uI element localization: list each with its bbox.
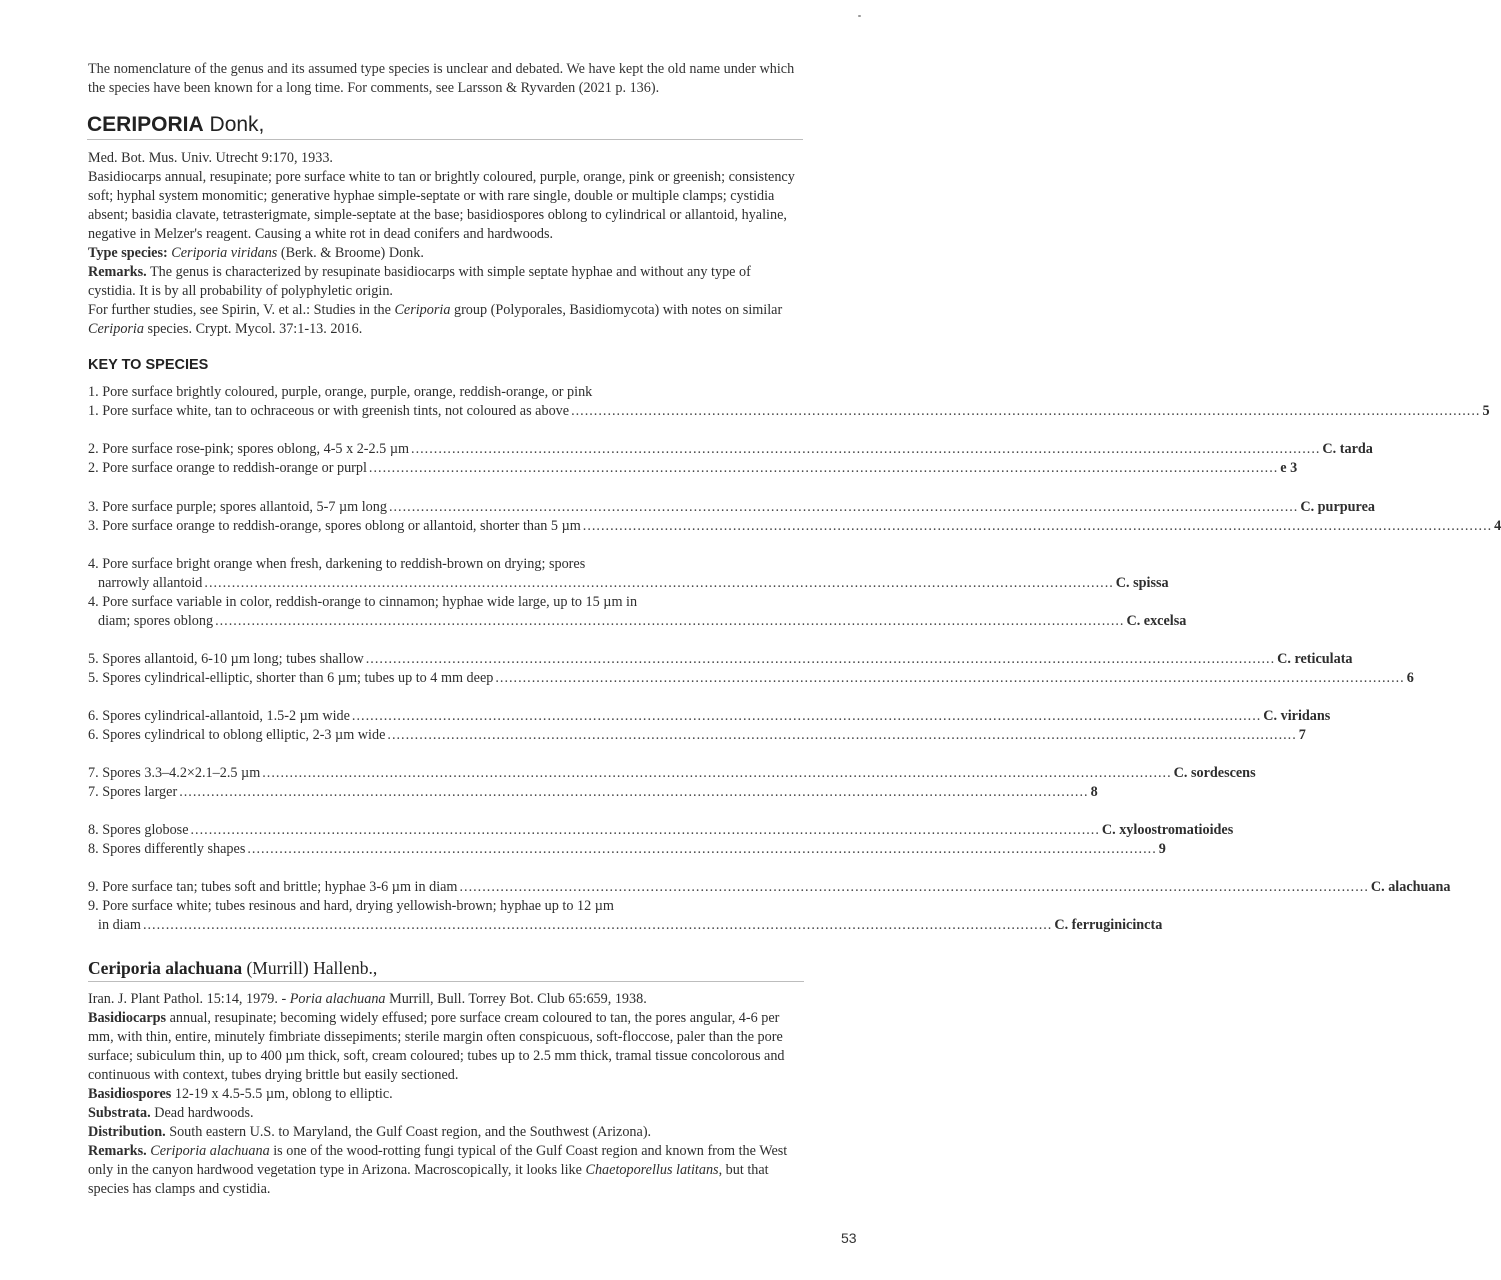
key-line-text: 9. Pore surface white; tubes resinous and hard, drying yellowish-brown; hyphae up to 12 µm	[88, 898, 614, 914]
key-line	[88, 402, 1490, 421]
key-line-text: narrowly allantoid	[98, 575, 203, 591]
remarks-text-mid: is one of the wood-rotting fungi typical of the Gulf Coast region and known from the West only in the canyon hardwood vegetation type in Arizona. Macroscopically, it looks like	[88, 1143, 788, 1178]
key-line-text: 1. Pore surface white, tan to ochraceous or with greenish tints, not coloured as above	[88, 403, 570, 419]
basidiospores-paragraph	[88, 1085, 788, 1104]
key-line-result: C. reticulata	[1277, 651, 1353, 667]
key-line	[88, 764, 1256, 783]
key-line-text: 8. Spores globose	[88, 822, 189, 838]
key-leader-dots: ........................................................................................................................................................................................................	[495, 670, 1405, 686]
key-line	[88, 593, 798, 612]
key-line-result: C. tarda	[1322, 441, 1373, 457]
type-species-name: Ceriporia viridans	[171, 245, 278, 261]
key-line	[88, 459, 1298, 478]
basidiospores-text: 12-19 x 4.5-5.5 µm, oblong to elliptic.	[174, 1086, 393, 1102]
species-citation	[88, 990, 788, 1009]
key-line-result: C. viridans	[1263, 708, 1331, 724]
key-line	[88, 707, 1331, 726]
key-line-result: 6	[1406, 670, 1414, 686]
key-line-text: 5. Spores cylindrical-elliptic, shorter than 6 µm; tubes up to 4 mm deep	[88, 670, 494, 686]
genus-description-block	[88, 149, 800, 339]
key-leader-dots: ........................................................................................................................................................................................................	[582, 518, 1493, 534]
key-leader-dots: ........................................................................................................................................................................................................	[142, 917, 1053, 933]
species-heading	[88, 957, 804, 982]
key-line	[88, 574, 1169, 593]
remarks-text-end: , but that species has clamps and cystidia.	[88, 1162, 769, 1197]
citation-synonym: Poria alachuana	[289, 991, 386, 1007]
key-line	[88, 498, 1375, 517]
key-line-text: 2. Pore surface rose-pink; spores oblong, 4-5 x 2-2.5 µm	[88, 441, 410, 457]
species-author: (Murrill) Hallenb.,	[246, 958, 378, 978]
key-leader-dots: ........................................................................................................................................................................................................	[388, 499, 1299, 515]
genus-citation: Med. Bot. Mus. Univ. Utrecht 9:170, 1933.	[88, 150, 333, 166]
key-line	[88, 916, 1163, 935]
key-line-text: 5. Spores allantoid, 6-10 µm long; tubes shallow	[88, 651, 364, 667]
key-line	[88, 726, 1306, 745]
type-species-label: Type species	[88, 245, 164, 261]
key-line-result: C. sordescens	[1173, 765, 1256, 781]
key-line-text: 1. Pore surface brightly coloured, purple, orange, purple, orange, reddish-orange, or pink	[88, 384, 593, 400]
key-line-result: 4	[1494, 518, 1501, 534]
key-line	[88, 897, 798, 916]
scan-speck	[858, 15, 861, 17]
intro-paragraph: The nomenclature of the genus and its assumed type species is unclear and debated. We have kept the old name under which the species have been known for a long time. For comments, see Larsson & Ryvarden (2021 p. 136).	[88, 61, 795, 96]
key-line-result: 5	[1482, 403, 1490, 419]
key-line-text: 6. Spores cylindrical to oblong elliptic, 2-3 µm wide	[88, 727, 386, 743]
key-leader-dots: ........................................................................................................................................................................................................	[459, 879, 1369, 895]
key-line-result: C. purpurea	[1300, 499, 1375, 515]
species-remarks-paragraph: Remarks. Ceriporia alachuana is one of the wood-rotting fungi typical of the Gulf Coast region and known from the West only in the canyon hardwood vegetation type in Arizona. Macroscopically, it looks like Chaetoporellus latitans, but that species has clamps and cystidia.	[88, 1143, 788, 1197]
distribution-text: South eastern U.S. to Maryland, the Gulf Coast region, and the Southwest (Arizona).	[169, 1124, 652, 1140]
key-line-result: C. excelsa	[1126, 613, 1187, 629]
key-line-result: 7	[1298, 727, 1306, 743]
key-line	[88, 840, 1166, 859]
key-leader-dots: ........................................................................................................................................................................................................	[262, 765, 1172, 781]
distribution-paragraph: Distribution. South eastern U.S. to Maryland, the Gulf Coast region, and the Southwest (Arizona).	[88, 1124, 652, 1140]
key-line	[88, 821, 1234, 840]
key-line	[88, 783, 1098, 802]
distribution-label: Distribution	[88, 1124, 163, 1140]
key-line-text: 6. Spores cylindrical-allantoid, 1.5-2 µm wide	[88, 708, 350, 724]
substrata-label: Substrata	[88, 1105, 148, 1121]
key-leader-dots: ........................................................................................................................................................................................................	[247, 841, 1157, 857]
key-leader-dots: ........................................................................................................................................................................................................	[190, 822, 1100, 838]
key-line-text: diam; spores oblong	[98, 613, 214, 629]
key-leader-dots: ........................................................................................................................................................................................................	[387, 727, 1297, 743]
remarks-text: The genus is characterized by resupinate basidiocarps with simple septate hyphae and without any type of cystidia. It is by all probability of polyphyletic origin.	[88, 264, 751, 299]
key-line-text: 7. Spores larger	[88, 784, 178, 800]
key-leader-dots: ........................................................................................................................................................................................................	[204, 575, 1114, 591]
species-description-block	[88, 990, 788, 1199]
type-species-author: (Berk. & Broome) Donk.	[280, 245, 424, 261]
page-number: 53	[841, 1230, 857, 1246]
key-line	[88, 440, 1373, 459]
key-line-result: C. xyloostromatioides	[1101, 822, 1234, 838]
key-line	[88, 878, 1451, 897]
genus-author: Donk,	[209, 113, 265, 136]
citation-text: Iran. J. Plant Pathol. 15:14, 1979. -	[88, 991, 287, 1007]
genus-heading	[87, 112, 803, 140]
basidiocarps-text: annual, resupinate; becoming widely effused; pore surface cream coloured to tan, the pores angular, 4-6 per mm, with thin, entire, minutely fimbriate dissepiments; sterile margin often conspicuous, soft-floccose, paler than the pore surface; subiculum thin, up to 400 µm thick, soft, cream coloured; tubes up to 2.5 mm thick, tramal tissue concolorous and continuous with context, tubes drying brittle but easily sectioned.	[88, 1010, 785, 1083]
further-genus: Ceriporia	[394, 302, 451, 318]
genus-name: CERIPORIA	[87, 113, 204, 136]
remarks-species-name: Ceriporia alachuana	[150, 1143, 270, 1159]
genus-description: Basidiocarps annual, resupinate; pore surface white to tan or brightly coloured, purple, orange, pink or greenish; consistency soft; hyphal system monomitic; generative hyphae simple-septate or with rare single, double or multiple clamps; cystidia absent; basidia clavate, tetrasterigmate, simple-septate at the base; basidiospores oblong to cylindrical or allantoid, hyaline, negative in Melzer's reagent. Causing a white rot in dead conifers and hardwoods.	[88, 169, 795, 242]
species-name: Ceriporia alachuana	[88, 958, 243, 978]
key-line	[88, 517, 1501, 536]
key-leader-dots: ........................................................................................................................................................................................................	[215, 613, 1125, 629]
remarks-label: Remarks	[88, 264, 144, 280]
species-remarks-label: Remarks	[88, 1143, 144, 1159]
basidiospores-label: Basidiospores	[88, 1086, 172, 1102]
key-line-result: C. spissa	[1115, 575, 1169, 591]
type-species-line: Type species: Ceriporia viridans (Berk. & Broome) Donk.	[88, 245, 424, 261]
key-line	[88, 612, 1187, 631]
basidiocarps-paragraph	[88, 1009, 788, 1085]
key-line	[88, 650, 1353, 669]
further-genus-2: Ceriporia	[88, 321, 144, 337]
key-line-text: 4. Pore surface variable in color, reddish-orange to cinnamon; hyphae wide large, up to 15 µm in	[88, 594, 638, 610]
remarks-compare-species: Chaetoporellus latitans	[585, 1162, 719, 1178]
key-line-text: 9. Pore surface tan; tubes soft and brittle; hyphae 3-6 µm in diam	[88, 879, 458, 895]
key-line-text: 3. Pore surface orange to reddish-orange, spores oblong or allantoid, shorter than 5 µm	[88, 518, 581, 534]
key-line-text: in diam	[98, 917, 141, 933]
key-leader-dots: ........................................................................................................................................................................................................	[179, 784, 1089, 800]
key-leader-dots: ........................................................................................................................................................................................................	[571, 403, 1481, 419]
key-leader-dots: ........................................................................................................................................................................................................	[411, 441, 1321, 457]
key-line	[88, 555, 798, 574]
key-line-result: C. ferruginicincta	[1054, 917, 1163, 933]
substrata-paragraph: Substrata. Dead hardwoods.	[88, 1105, 254, 1121]
key-line-text: 4. Pore surface bright orange when fresh, darkening to reddish-brown on drying; spores	[88, 556, 586, 572]
key-line-text: 2. Pore surface orange to reddish-orange or purpl	[88, 460, 367, 476]
key-line	[88, 383, 798, 402]
key-line-text: 8. Spores differently shapes	[88, 841, 246, 857]
further-studies	[88, 301, 800, 339]
key-line-result: C. alachuana	[1370, 879, 1451, 895]
key-line-text: 7. Spores 3.3–4.2×2.1–2.5 µm	[88, 765, 261, 781]
key-heading: KEY TO SPECIES	[88, 357, 209, 373]
key-line	[88, 669, 1414, 688]
key-leader-dots: ........................................................................................................................................................................................................	[365, 651, 1276, 667]
key-line-text: 3. Pore surface purple; spores allantoid, 5-7 µm long	[88, 499, 387, 515]
further-text: For further studies, see Spirin, V. et al.: Studies in the	[88, 302, 391, 318]
key-line-result: e 3	[1280, 460, 1298, 476]
key-line-result: 9	[1158, 841, 1166, 857]
citation-text-end: Murrill, Bull. Torrey Bot. Club 65:659, 1938.	[389, 991, 647, 1007]
further-text-end: species. Crypt. Mycol. 37:1-13. 2016.	[147, 321, 363, 337]
key-leader-dots: ........................................................................................................................................................................................................	[351, 708, 1262, 724]
genus-remarks: Remarks. The genus is characterized by resupinate basidiocarps with simple septate hyphae and without any type of cystidia. It is by all probability of polyphyletic origin.	[88, 264, 751, 299]
basidiocarps-label: Basidiocarps	[88, 1010, 167, 1026]
further-text-mid: group (Polyporales, Basidiomycota) with notes on similar	[453, 302, 783, 318]
key-leader-dots: ........................................................................................................................................................................................................	[368, 460, 1279, 476]
key-line-result: 8	[1090, 784, 1098, 800]
substrata-text: Dead hardwoods.	[154, 1105, 254, 1121]
